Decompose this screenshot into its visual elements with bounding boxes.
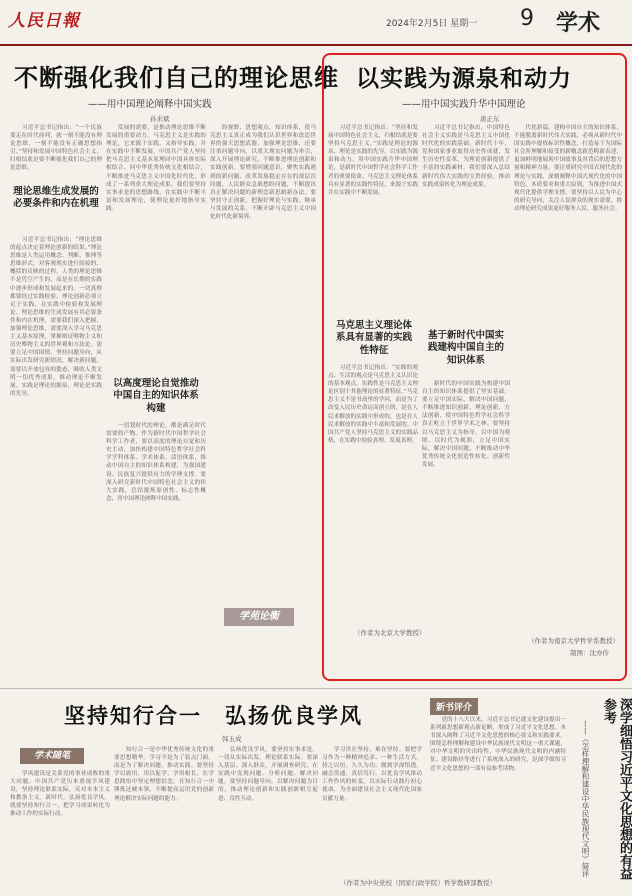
newspaper-logo: 人民日報 — [8, 11, 80, 31]
center-author-note: （作者为北京大学教授） — [354, 629, 426, 637]
review-body: 党的十八大以来，习近平总书记就文化建设提出一系列新思想新观点新论断，形成了习近平文化思想。本书深入阐释了习近平文化思想的核心要义和实践要求，围绕怎样理解和建设中华民族现代文明这一重大课题，对中华文明的突出特性、中华民族现代文明的内涵特征、建设路径等进行了系统深入的研究，是深学细悟习近平文化思想的一部有益参考读物。 — [430, 717, 566, 772]
bottom-article-author: 韩玉成 — [222, 735, 242, 743]
right-section-heading-1: 基于新时代中国实践建构中国自主的知识体系 — [427, 330, 504, 366]
bottom-body-col2: 知行合一是中华优秀传统文化的重要思想精华。学习不是为了装点门面，而是为了解决问题、推动实践。要坚持学以致用、用以促学、学用相长，在学思践悟中坚定理想信念，在知行合一中锤炼过硬本领，不断提高运用党的创新理论解决实际问题的能力。 — [114, 747, 214, 802]
left-body-col3: 的视野、思想观点、知识体系，使马克思主义真正成为我们认识世界和改造世界的强大思想武器。加强理论思维，还要注重问题导向，以重大现实问题为牵引，深入开展理论研究，不断推进理论创新和实践创新。要增强问题意识，聚焦实践遇到的新问题、改革发展稳定存在的深层次问题、人民群众急难愁盼问题，不断提出真正解决问题的新理念新思路新办法。要坚持守正创新，把握好理论与实践、继承与发展的关系，不断开辟马克思主义中国化时代化新境界。 — [210, 125, 316, 221]
bottom-body-col4: 学习贵在坚持，难在坚持。要把学习作为一种精神追求、一种生活方式，持之以恒、久久为功，做到学深悟透、融会贯通、真信笃行，以优良学风推动工作作风的转变，以实际行动践行初心使命，为全面建设社会主义现代化国家贡献力量。 — [322, 747, 422, 802]
review-title: 深学细悟习近平文化思想的有益参考 — [601, 698, 632, 880]
right-body-col2: 新时代的中国实践为构建中国自主的知识体系提供了坚实基础。要立足中国实际，解决中国问题，不断推进知识创新、理论创新、方法创新，使中国特色哲学社会科学真正屹立于世界学术之林。要坚持以马克思主义为指导，以中国为观照、以时代为观照，立足中国实际，解决中国问题，不断推动中华优秀传统文化创造性转化、创新性发展。 — [422, 381, 510, 468]
left-article-author: 孙来斌 — [150, 115, 170, 123]
right-body-col1: 习近平总书记指出：“实践的观点、生活的观点是马克思主义认识论的基本观点，实践性是马克思主义理论区别于其他理论的显著特征。”马克思主义不是书斋里的学问，而是为了改变人民历史命运而创立的，是在人民求解放的实践中形成的，也是在人民求解放的实践中丰富和发展的。中国共产党人坚持马克思主义的实践品格，在实践中检验真理、发展真理。 — [328, 365, 418, 444]
left-article-title: 不断强化我们自己的理论思维 — [14, 64, 339, 92]
left-section-heading-1: 理论思维生成发展的必要条件和内在机理 — [13, 186, 99, 210]
left-article-badge: 学苑论衡 — [224, 608, 294, 626]
review-banner: 新书评介 — [430, 698, 478, 715]
bottom-body-col1: 学风建设是关系党的事业成败的重大问题。中国共产党历来重视学风建设，坚持理论联系实际，反对本本主义和教条主义。新时代，弘扬优良学风，就要坚持知行合一，把学习成果转化为推动工作的实际行动。 — [10, 771, 110, 818]
bottom-article-badge: 学术随笔 — [20, 748, 84, 764]
section-name: 学术 — [556, 11, 601, 36]
section-divider — [0, 688, 632, 689]
bottom-author-note: （作者为中央党校（国家行政学院）哲学教研部教授） — [340, 879, 496, 887]
right-body-col2-top: 习近平总书记指出，中国特色社会主义实践是马克思主义中国化时代化的实践基础。新时代十年，党和国家事业取得历史性成就、发生历史性变革，为理论创新提供了丰富的实践素材。我们要深入总结新时代伟大实践的宝贵经验，推动实践成果转化为理论成果。 — [422, 125, 510, 188]
right-author-note: （作者为南京大学哲学系教授） — [528, 637, 619, 645]
right-body-col1-top: 习近平总书记指出：“坚持和发展中国特色社会主义，归根结底是要坚持马克思主义。”实践是理论的源泉，理论是实践的先导。以实践为源泉和动力，用中国实践升华中国理论，是新时代中国哲学社会科学工作者的重要使命。马克思主义理论体系具有显著的实践性特征，来源于实践并在实践中不断发展。 — [328, 125, 418, 196]
left-body-col2-top: 发展的需要，是推动理论思维不断发展的重要动力。马克思主义是实践的理论，它来源于实践，又指导实践，并在实践中不断发展。中国共产党人坚持把马克思主义基本原理同中国具体实际相结合、同中华优秀传统文化相结合，不断推进马克思主义中国化时代化，形成了一系列重大理论成果。我们要坚持实事求是的思想路线，在实践中不断丰富和发展理论，使理论更好地指导实践。 — [106, 125, 206, 212]
right-article-subtitle: ——用中国实践升华中国理论 — [402, 99, 526, 110]
review-subtitle: ——《怎样理解和建设中华民族现代文明》简评 — [581, 720, 590, 878]
left-article-subtitle: ——用中国理论阐释中国实践 — [88, 99, 212, 110]
bottom-body-col3: 弘扬优良学风，要坚持实事求是，一切从实际出发，理论联系实际。要深入基层、深入群众，开展调查研究，在实践中发现问题、分析问题、解决问题。要坚持问题导向，以解决问题为目的，推动理论创新和实践创新相互促进、良性互动。 — [218, 747, 318, 802]
center-sidebar-heading: 马克思主义理论体系具有显著的实践性特征 — [335, 320, 412, 356]
left-body-col2: 一切划时代的理论，都是满足时代需要的产物。作为新时代中国哲学社会科学工作者，要以高度的理论自觉和历史主动，加快构建中国特色哲学社会科学学科体系、学术体系、话语体系，推动中国自主的知识体系构建，为强国建设、民族复兴提供有力的学理支撑。要深入研究新时代中国特色社会主义的伟大实践，总结提炼原创性、标志性概念，用中国理论阐释中国实践。 — [106, 423, 206, 502]
bottom-article-title: 坚持知行合一 弘扬优良学风 — [64, 704, 363, 728]
date-line: 2024年2月5日 星期一 — [386, 19, 478, 29]
left-body-col1-top: 习近平总书记指出：“一个民族要走在时代前列，就一刻不能没有理论思维，一刻不能没有正确思想指引。”坚持和发展中国特色社会主义，归根结底是要不断强化我们自己的理论思维。 — [10, 125, 102, 172]
right-editor-note: 制图：沈亦伶 — [570, 649, 609, 657]
left-body-col1: 习近平总书记指出：“理论思维的起点决定着理论创新的结果。”理论思维是人类运用概念、判断、推理等思维形式，对客观现实进行间接的、概括的反映的过程。人类的理论思维不是凭空产生的，而是在长期的实践中逐步形成和发展起来的。一切真理都要经过实践检验，理论创新必须立足于实践，在实践中检验和发展理论。理论思维的生成发展有其必要条件和内在机理，需要我们深入把握。加强理论思维，需要深入学习马克思主义基本原理，掌握辩证唯物主义和历史唯物主义的世界观和方法论。需要立足中国国情，坚持问题导向，从实际出发研究新情况、解决新问题。需要以开放包容的姿态，吸收人类文明一切优秀成果，推动理论不断发展。实践是理论的源泉，理论是实践的先导。 — [10, 237, 102, 397]
right-article-author: 唐正东 — [480, 115, 500, 123]
right-body-col3: 代化新篇。建构中国自主的知识体系，不能脱离新时代伟大实践，必须从新时代中国实践中提炼标识性概念，打造易于为国际社会所理解和接受的新概念新范畴新表述，更加鲜明地展现中国故事及其背后的思想力量和精神力量。要注重研究中国式现代化的理论与实践，深刻阐释中国式现代化的中国特色、本质要求和重大原则，为推进中国式现代化提供学理支撑。要坚持以人民为中心的研究导向，关注人民群众的现实需要，推动理论研究成果更好服务人民、服务社会。 — [514, 125, 622, 212]
right-article-title: 以实践为源泉和动力 — [356, 66, 572, 92]
page-number: 9 — [520, 6, 534, 31]
masthead — [0, 0, 632, 46]
left-section-heading-2: 以高度理论自觉推动中国自主的知识体系构建 — [113, 378, 199, 414]
